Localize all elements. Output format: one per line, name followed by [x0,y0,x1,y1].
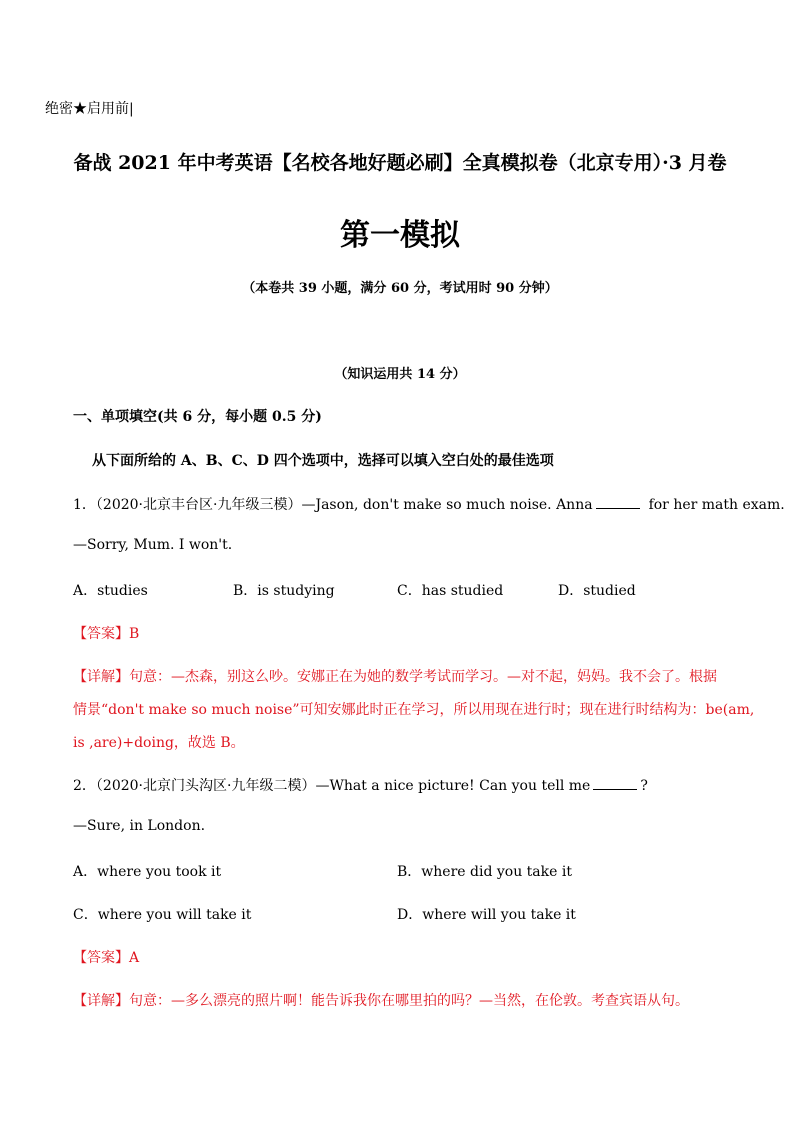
question-1-option-c: C．has studied [397,583,504,599]
answer-blank [596,496,640,509]
main-title: 第一模拟 [340,218,460,253]
exam-title: 备战 2021 年中考英语【名校各地好题必刷】全真模拟卷（北京专用）·3 月卷 [73,152,727,174]
answer-blank [593,777,637,790]
question-text-before: —What a nice picture! Can you tell me [315,778,591,794]
question-text-after: for her math exam. [648,497,785,513]
part-title: （知识运用共 14 分） [334,367,466,382]
section-instruction: 从下面所给的 A、B、C、D 四个选项中，选择可以填入空白处的最佳选项 [92,453,554,469]
question-1-reply: —Sorry, Mum. I won't. [73,537,233,553]
question-source: （2020·北京丰台区·九年级三模） [95,497,302,513]
confidential-label: 绝密★启用前| [45,101,134,117]
question-1-option-a: A．studies [73,583,148,599]
question-1-option-b: B．is studying [233,583,335,599]
question-text-before: —Jason, don't make so much noise. Anna [301,497,593,513]
question-1-explanation-line-2: 情景“don't make so much noise”可知安娜此时正在学习，所以用现在进行时；现在进行时结构为：be(am, [73,702,755,718]
question-2-answer: 【答案】A [73,950,140,966]
question-2-option-b: B．where did you take it [397,864,572,880]
question-1-stem [73,494,785,514]
question-2-option-d: D．where will you take it [397,907,576,923]
question-2-explanation-line-1: 【详解】句意：—多么漂亮的照片啊！能告诉我你在哪里拍的吗？—当然，在伦敦。考查宾语从句。 [73,993,689,1009]
question-text-after: ? [640,778,648,794]
question-1-explanation-line-1: 【详解】句意：—杰森，别这么吵。安娜正在为她的数学考试而学习。—对不起，妈妈。我不会了。根据 [73,669,717,685]
question-number: 2． [73,778,96,794]
question-source: （2020·北京门头沟区·九年级二模） [95,778,316,794]
question-1-option-d: D．studied [558,583,636,599]
question-2-option-c: C．where you will take it [73,907,252,923]
question-2-stem [73,775,648,795]
question-number: 1． [73,497,96,513]
question-1-explanation-line-3: is ,are)+doing，故选 B。 [73,735,245,751]
question-1-answer: 【答案】B [73,626,140,642]
section-title: 一、单项填空(共 6 分，每小题 0.5 分) [73,409,322,425]
question-2-option-a: A．where you took it [73,864,222,880]
question-2-reply: —Sure, in London. [73,818,206,834]
exam-subtitle: （本卷共 39 小题，满分 60 分，考试用时 90 分钟） [242,281,558,296]
